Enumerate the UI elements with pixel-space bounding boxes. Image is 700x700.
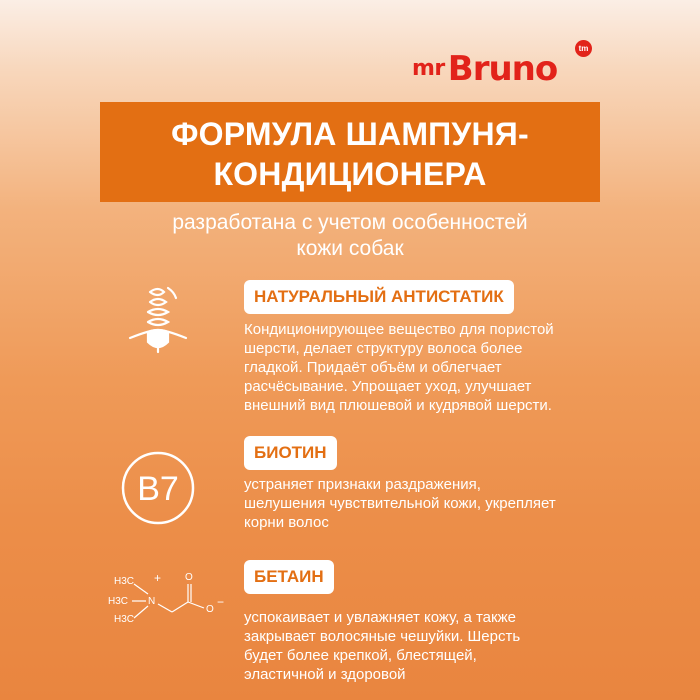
logo-brand-name: Bruno <box>447 49 558 89</box>
desc-line: гладкой. Придаёт объём и облегчает <box>244 359 502 376</box>
formula-h3c-bottom: H3C <box>114 614 135 625</box>
formula-h3c-mid: H3C <box>108 596 129 607</box>
desc-line: эластичной и здоровой <box>244 666 406 683</box>
betaine-formula-icon <box>104 560 234 630</box>
logo-trademark: tm <box>575 40 592 57</box>
desc-line: успокаивает и увлажняет кожу, а также <box>244 609 516 626</box>
feature-title-betaine: БЕТАИН <box>244 560 334 594</box>
desc-line: внешний вид плюшевой и кудрявой шерсти. <box>244 397 552 414</box>
feature-desc-betaine <box>244 608 520 684</box>
page-title <box>100 114 600 194</box>
feature-title-antistatic: НАТУРАЛЬНЫЙ АНТИСТАТИК <box>244 280 514 314</box>
subtitle-line-1: разработана с учетом особенностей <box>172 211 528 234</box>
formula-minus: − <box>217 595 225 609</box>
title-line-1: ФОРМУЛА ШАМПУНЯ- <box>171 116 529 152</box>
desc-line: шерсти, делает структуру волоса более <box>244 340 523 357</box>
feature-desc-antistatic <box>244 320 554 415</box>
desc-line: будет более крепкой, блестящей, <box>244 647 477 664</box>
hair-follicle-icon <box>120 280 200 360</box>
subtitle-line-2: кожи собак <box>296 237 404 260</box>
logo-mr-text: mr <box>412 56 445 81</box>
formula-plus: + <box>154 571 162 585</box>
desc-line: устраняет признаки раздражения, <box>244 476 481 493</box>
desc-line: Кондиционирующее вещество для пористой <box>244 321 554 338</box>
feature-desc-biotin <box>244 475 556 532</box>
title-line-2: КОНДИЦИОНЕРА <box>213 156 487 192</box>
formula-oxygen-top: O <box>185 572 193 583</box>
desc-line: закрывает волосяные чешуйки. Шерсть <box>244 628 521 645</box>
desc-line: шелушения чувствительной кожи, укрепляет <box>244 495 556 512</box>
brand-logo <box>412 40 589 89</box>
feature-title-biotin: БИОТИН <box>244 436 337 470</box>
formula-h3c-top: H3C <box>114 576 135 587</box>
desc-line: корни волос <box>244 514 329 531</box>
formula-oxygen-right: O <box>206 604 214 615</box>
vitamin-b7-label: B7 <box>137 470 179 508</box>
vitamin-b7-icon <box>118 448 198 528</box>
formula-nitrogen: N <box>148 596 156 607</box>
desc-line: расчёсывание. Упрощает уход, улучшает <box>244 378 532 395</box>
page-subtitle <box>100 210 600 262</box>
